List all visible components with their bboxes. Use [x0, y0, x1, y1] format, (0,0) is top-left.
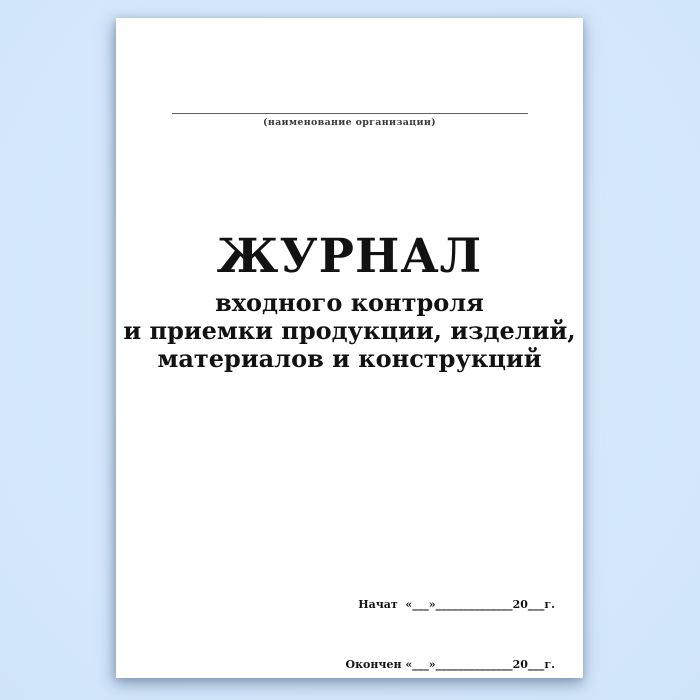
date-finished-line: Окончен «___»______________20___г.	[345, 658, 555, 671]
organization-name-caption: (наименование организации)	[263, 117, 436, 128]
dates-block	[346, 556, 555, 700]
journal-subtitle-line-2: и приемки продукции, изделий,	[123, 316, 576, 345]
journal-cover-page	[116, 18, 583, 678]
date-started-line: Начат «___»______________20___г.	[358, 598, 555, 611]
journal-subtitle-line-3: материалов и конструкций	[157, 344, 542, 373]
organization-name-block	[116, 113, 583, 128]
organization-name-blank-line	[172, 113, 528, 114]
title-block	[116, 231, 583, 373]
journal-subtitle-line-1: входного контроля	[215, 288, 484, 317]
journal-title: ЖУРНАЛ	[216, 229, 483, 284]
